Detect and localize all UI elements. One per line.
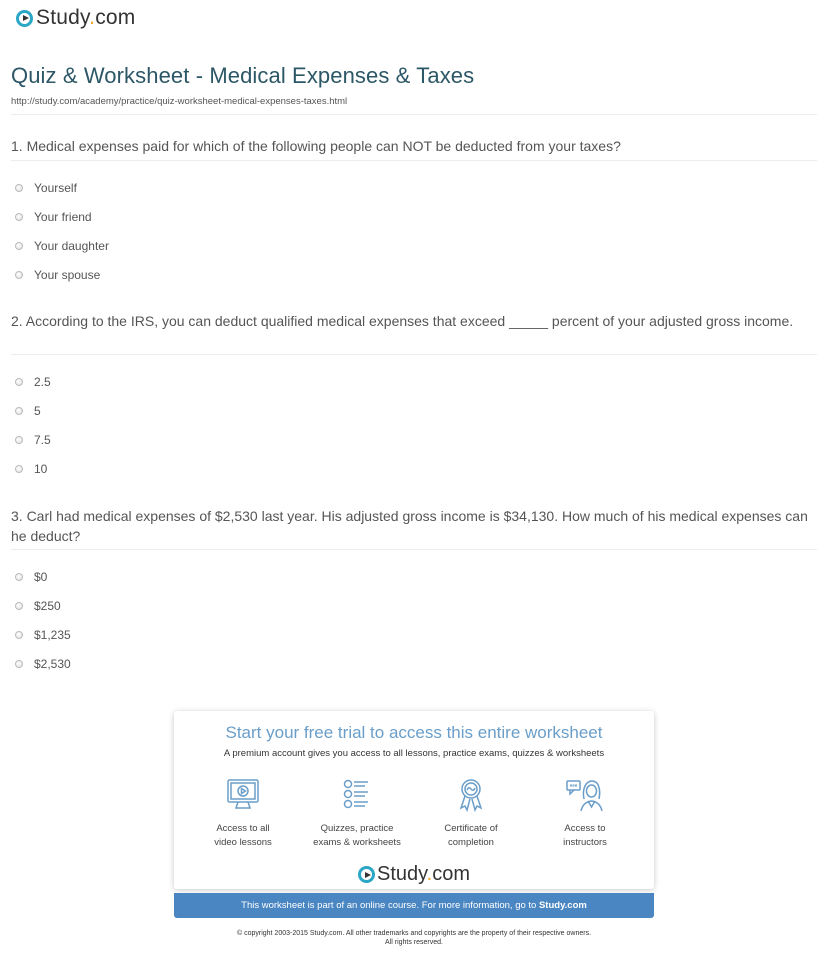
option[interactable]: 7.5 bbox=[15, 425, 51, 454]
radio-button[interactable] bbox=[15, 242, 23, 250]
copyright-footer: © copyright 2003-2015 Study.com. All other trademarks and copyrights are the property of their respective owners. All rights reserved. bbox=[236, 930, 592, 946]
divider bbox=[11, 354, 817, 355]
play-logo-icon bbox=[358, 866, 375, 883]
question-3-options bbox=[15, 562, 71, 678]
divider bbox=[11, 549, 817, 550]
course-info-banner: This worksheet is part of an online course. For more information, go to Study.com bbox=[174, 893, 654, 918]
feature-list bbox=[174, 777, 654, 850]
option[interactable]: 2.5 bbox=[15, 367, 51, 396]
certificate-ribbon-icon bbox=[453, 777, 489, 813]
question-2: 2. According to the IRS, you can deduct qualified medical expenses that exceed _____ percent of your adjusted gross income. bbox=[11, 313, 794, 329]
page-url: http://study.com/academy/practice/quiz-worksheet-medical-expenses-taxes.html bbox=[11, 96, 348, 107]
instructor-chat-icon bbox=[565, 777, 605, 813]
radio-button[interactable] bbox=[15, 631, 23, 639]
free-trial-promo bbox=[174, 711, 654, 889]
question-1-options bbox=[15, 173, 109, 289]
option[interactable]: 10 bbox=[15, 454, 51, 483]
option[interactable]: $1,235 bbox=[15, 620, 71, 649]
study-com-link[interactable]: Study.com bbox=[538, 900, 587, 911]
quiz-list-icon bbox=[339, 777, 375, 813]
promo-heading: Start your free trial to access this entire worksheet bbox=[225, 723, 603, 742]
option[interactable]: Your daughter bbox=[15, 231, 109, 260]
option[interactable]: 5 bbox=[15, 396, 51, 425]
radio-button[interactable] bbox=[15, 660, 23, 668]
radio-button[interactable] bbox=[15, 602, 23, 610]
promo-study-logo[interactable]: Study.com bbox=[174, 863, 654, 886]
radio-button[interactable] bbox=[15, 573, 23, 581]
radio-button[interactable] bbox=[15, 465, 23, 473]
feature-video-lessons: Access to all video lessons bbox=[188, 777, 298, 850]
divider bbox=[11, 114, 817, 115]
feature-quizzes: Quizzes, practice exams & worksheets bbox=[302, 777, 412, 850]
option[interactable]: $250 bbox=[15, 591, 71, 620]
radio-button[interactable] bbox=[15, 407, 23, 415]
play-logo-icon bbox=[16, 10, 33, 27]
promo-subheading: A premium account gives you access to all lessons, practice exams, quizzes & worksheets bbox=[223, 748, 605, 759]
study-logo[interactable] bbox=[16, 6, 135, 30]
feature-certificate: Certificate of completion bbox=[416, 777, 526, 850]
page-title: Quiz & Worksheet - Medical Expenses & Taxes bbox=[11, 63, 475, 88]
question-2-options bbox=[15, 367, 51, 483]
option[interactable]: Your friend bbox=[15, 202, 109, 231]
option[interactable]: Your spouse bbox=[15, 260, 109, 289]
radio-button[interactable] bbox=[15, 184, 23, 192]
question-3: 3. Carl had medical expenses of $2,530 last year. His adjusted gross income is $34,130. How much of his medical expenses can he deduct? bbox=[11, 508, 808, 544]
radio-button[interactable] bbox=[15, 436, 23, 444]
divider bbox=[11, 160, 817, 161]
radio-button[interactable] bbox=[15, 213, 23, 221]
feature-instructors: Access to instructors bbox=[530, 777, 640, 850]
option[interactable]: $2,530 bbox=[15, 649, 71, 678]
question-1: 1. Medical expenses paid for which of the following people can NOT be deducted from your taxes? bbox=[11, 138, 621, 154]
radio-button[interactable] bbox=[15, 271, 23, 279]
option[interactable]: Yourself bbox=[15, 173, 109, 202]
radio-button[interactable] bbox=[15, 378, 23, 386]
logo-wordmark: Study.com bbox=[36, 6, 136, 29]
option[interactable]: $0 bbox=[15, 562, 71, 591]
video-monitor-icon bbox=[225, 777, 261, 813]
